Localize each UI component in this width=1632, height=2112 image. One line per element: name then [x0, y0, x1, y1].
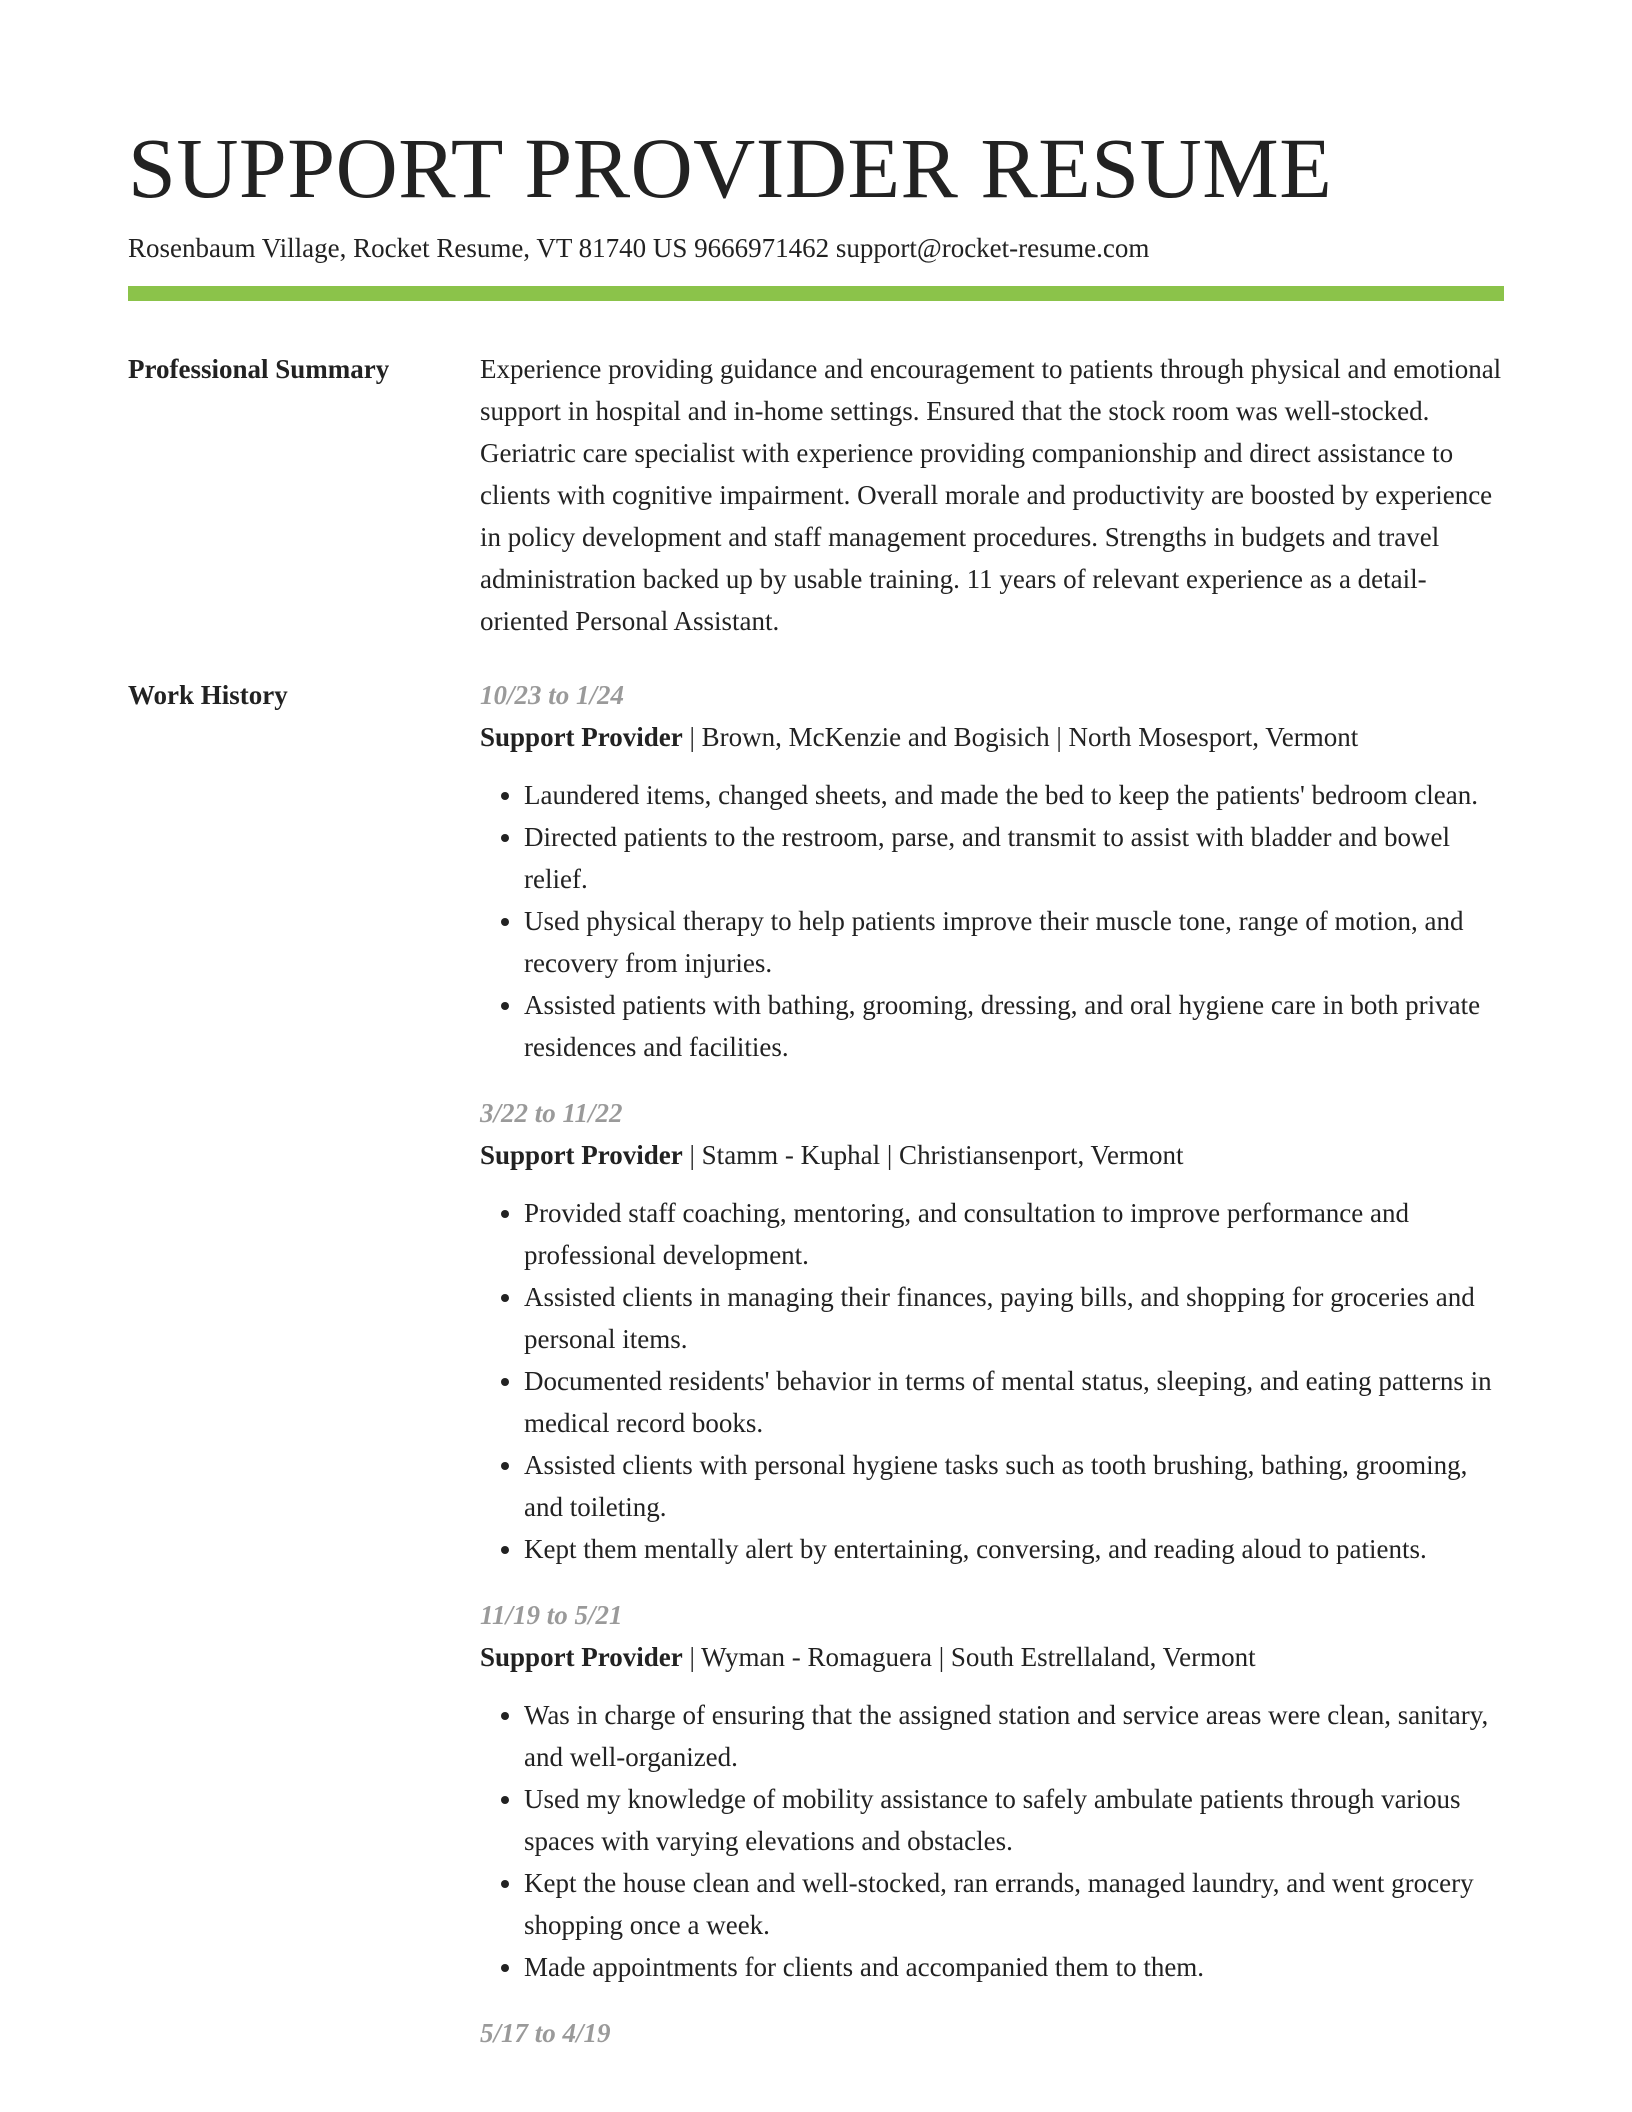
contact-info: Rosenbaum Village, Rocket Resume, VT 81740 US 9666971462 support@rocket-resume.com	[128, 233, 1150, 263]
job-company: | Stamm - Kuphal	[682, 1140, 881, 1170]
header-divider	[128, 286, 1504, 301]
job-duty-item: • Kept them mentally alert by entertaining, conversing, and reading aloud to patients.	[524, 1528, 1504, 1570]
job-title-line	[480, 1134, 1504, 1176]
job-title-line	[480, 716, 1504, 758]
professional-summary-body	[480, 348, 1504, 642]
job-entry	[480, 1092, 1504, 1570]
job-duty-item: • Directed patients to the restroom, parse, and transmit to assist with bladder and bowel relief.	[524, 816, 1504, 900]
job-duty-item: • Was in charge of ensuring that the assigned station and service areas were clean, sanitary, and well-organized.	[524, 1694, 1504, 1778]
job-title-line	[480, 1636, 1504, 1678]
job-duty-item: • Kept the house clean and well-stocked, ran errands, managed laundry, and went grocery shopping once a week.	[524, 1862, 1504, 1946]
job-role: Support Provider	[480, 1140, 683, 1170]
work-history-body	[480, 674, 1504, 2078]
job-role: Support Provider	[480, 722, 683, 752]
job-duties-list	[480, 774, 1504, 1068]
job-company: | Brown, McKenzie and Bogisich	[682, 722, 1050, 752]
job-duty-item: • Assisted clients in managing their finances, paying bills, and shopping for groceries and personal items.	[524, 1276, 1504, 1360]
job-dates: 10/23 to 1/24	[480, 680, 625, 710]
job-role: Support Provider	[480, 1642, 683, 1672]
job-dates: 5/17 to 4/19	[480, 2018, 611, 2048]
job-location: | South Estrellaland, Vermont	[931, 1642, 1256, 1672]
job-duty-item: • Made appointments for clients and accompanied them to them.	[524, 1946, 1504, 1988]
job-dates: 3/22 to 11/22	[480, 1098, 623, 1128]
job-location: | North Mosesport, Vermont	[1049, 722, 1359, 752]
job-duty-item: • Laundered items, changed sheets, and made the bed to keep the patients' bedroom clean.	[524, 774, 1504, 816]
job-entry	[480, 674, 1504, 1068]
job-location: | Christiansenport, Vermont	[880, 1140, 1184, 1170]
job-duty-item: • Assisted clients with personal hygiene tasks such as tooth brushing, bathing, grooming, and toileting.	[524, 1444, 1504, 1528]
job-duty-item: • Provided staff coaching, mentoring, and consultation to improve performance and professional development.	[524, 1192, 1504, 1276]
job-duties-list	[480, 1192, 1504, 1570]
job-dates: 11/19 to 5/21	[480, 1600, 623, 1630]
job-duty-item: • Used physical therapy to help patients improve their muscle tone, range of motion, and recovery from injuries.	[524, 900, 1504, 984]
job-duty-item: • Used my knowledge of mobility assistance to safely ambulate patients through various spaces with varying elevations and obstacles.	[524, 1778, 1504, 1862]
work-history-label: Work History	[128, 680, 288, 710]
professional-summary-text: Experience providing guidance and encouragement to patients through physical and emotional support in hospital and in-home settings. Ensured that the stock room was well-stocked. Geriatric care specialist with experience providing companionship and direct assistance to clients with cognitive impairment. Overall morale and productivity are boosted by experience in policy development and staff management procedures. Strengths in budgets and travel administration backed up by usable training. 11 years of relevant experience as a detail-oriented Personal Assistant.	[480, 354, 1502, 636]
job-entry	[480, 1594, 1504, 1988]
job-company: | Wyman - Romaguera	[682, 1642, 932, 1672]
job-duty-item: • Documented residents' behavior in terms of mental status, sleeping, and eating patterns in medical record books.	[524, 1360, 1504, 1444]
job-entry	[480, 2012, 1504, 2054]
resume-title: SUPPORT PROVIDER RESUME	[128, 120, 1333, 216]
job-duties-list	[480, 1694, 1504, 1988]
job-duty-item: • Assisted patients with bathing, grooming, dressing, and oral hygiene care in both private residences and facilities.	[524, 984, 1504, 1068]
professional-summary-label: Professional Summary	[128, 354, 390, 384]
